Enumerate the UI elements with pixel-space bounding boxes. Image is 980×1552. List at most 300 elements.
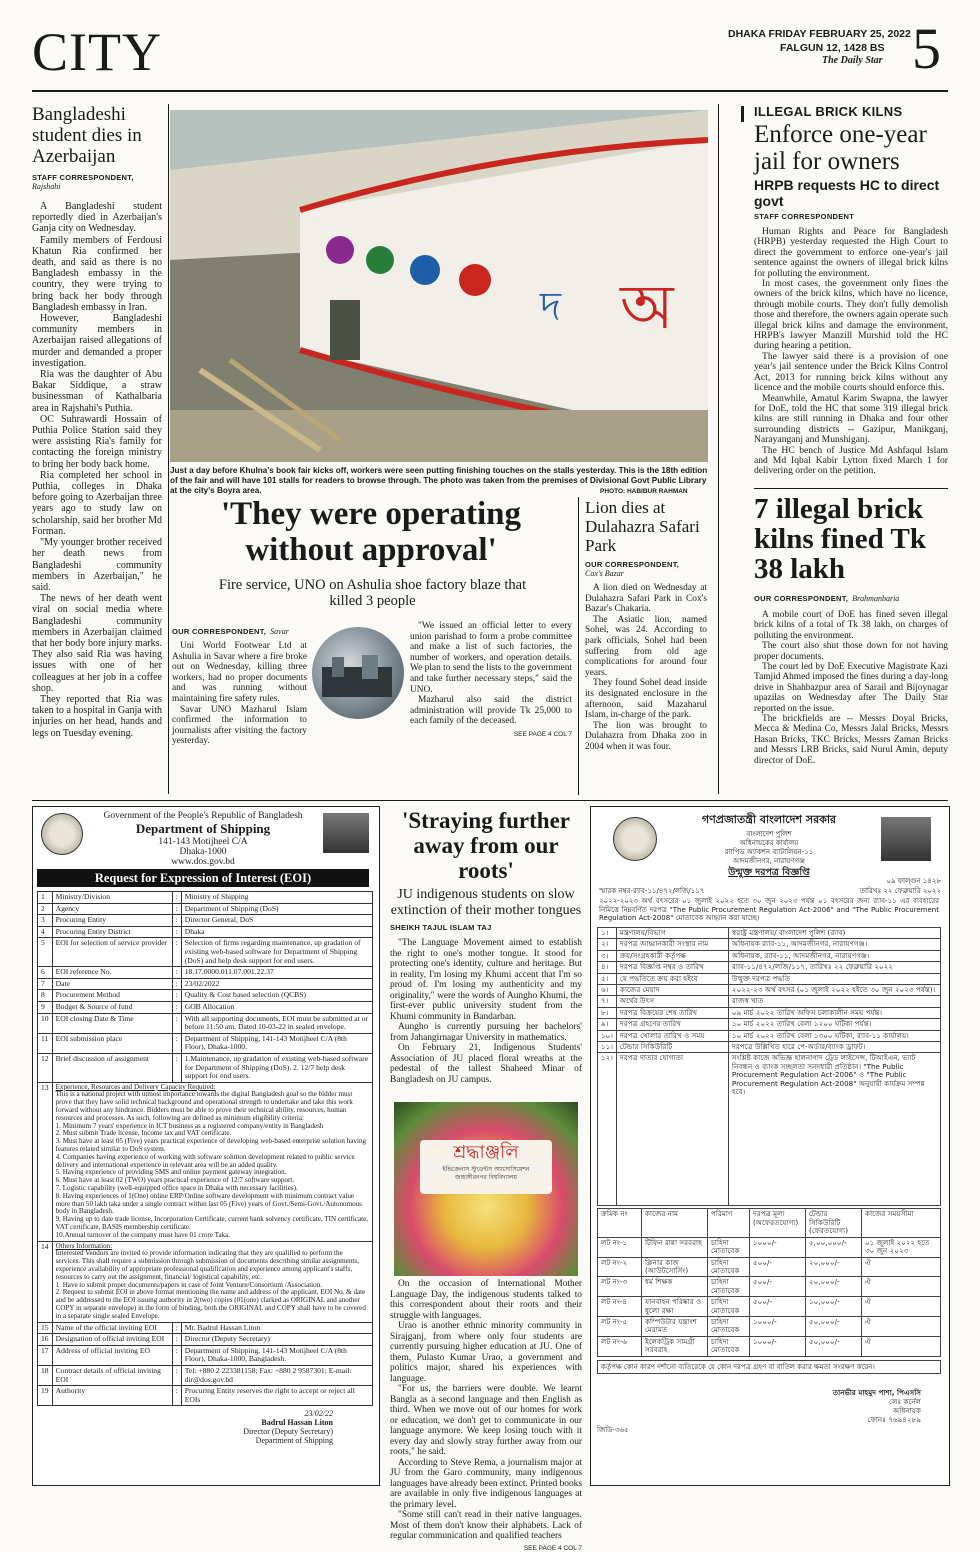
paragraph: Family members of Ferdousi Khatun Ria confirmed her death, and said as there is no Bangladesh embassy in the country, they were trying to bring back her body through Bangladesh embassy in Iran. — [32, 234, 162, 313]
cell: ০১ জুলাই ২০২২ হতে ৩০ জুন ২০২৩ — [862, 1237, 941, 1257]
paragraph: The brickfields are -- Messrs Doyal Bricks, Mecca & Medina Co, Messrs Jalal Bricks, Messrs Hasan Bricks, TKC Bricks, Messrs Zaman Bricks and Messrs LRB Bricks, said Nurul Amin, deputy director of DoE. — [754, 714, 948, 766]
cell: GOB Allocation — [181, 1001, 372, 1013]
cell: মন্ত্রণালয়/বিভাগ — [616, 928, 728, 939]
signature-date: 23/02/22 — [304, 1409, 333, 1419]
lion-headline: Lion dies at Dulahazra Safari Park — [585, 498, 700, 555]
roots-story — [390, 808, 582, 1085]
kiln-byline: OUR CORRESPONDENT, — [754, 594, 849, 603]
cell: দরপত্র বিজ্ঞপ্তি নম্বর ও তারিখ — [616, 962, 728, 973]
eoi-exp-intro: This is a national project with utmost importance towards the digital Bangladesh goal so the bidder must prove that they have solid technical background and operational strength to undertake and take this work forward without any hindrance. Bidders must be able to prove their technical ability, resources, human resources and processes. As such, following are defined as minimum eligibility criteria: — [55, 1090, 353, 1122]
paragraph: The news of her death went viral on social media where Bangladeshi community members in Azerbaijan claimed that her body bore injury marks. They also said Ria was having issues with one of her colleagues at her job in a coffee shop. — [32, 593, 162, 694]
book-fair-photo — [170, 110, 708, 462]
roots-story-cont — [390, 1279, 582, 1552]
cell: Selection of firms regarding maintenance, up gradation of existing web-based software for Department of Shipping (DoS) and help desk support for end users. — [181, 938, 372, 967]
table-row — [598, 1316, 941, 1336]
list-item: 4. Companies having experience of working with software solution development related to public service delivery and international experience in relevant area will be an added quality. — [55, 1152, 355, 1169]
paragraph: Mazharul also said the district administration will provide Tk 25,000 to each family of the deceased. — [410, 695, 572, 727]
cell: ১০০০/- — [750, 1316, 806, 1336]
bangla-date: FALGUN 12, 1428 BS — [780, 42, 885, 54]
cell: Budget & Source of fund — [52, 1001, 172, 1013]
cell: ৩। — [598, 950, 617, 961]
cell: উন্মুক্ত দরপত্র পদ্ধতি — [728, 973, 940, 984]
cell: চাহিদা মোতাবেক — [708, 1257, 750, 1277]
paragraph: The Asiatic lion, named Sohel, was 24. According to park officials, Sohel had been suffering from old age complications for around four years. — [585, 614, 707, 678]
paragraph: Ria was the daughter of Abu Bakar Siddique, a straw businessman of Kathalbaria area in Rajshahi's Puthia. — [32, 369, 162, 414]
cell: ঐ — [862, 1257, 941, 1277]
section-title: CITY — [32, 22, 162, 82]
paragraph: A Bangladeshi student reportedly died in Azerbaijan's Ganja city on Wednesday. — [32, 201, 162, 235]
list-item: 6. Must have at least 02 (TWO) years practical experience of 12/7 software support. — [55, 1176, 295, 1185]
dateline: DHAKA FRIDAY FEBRUARY 25, 2022 — [728, 28, 911, 40]
cell: Contract details of official inviting EOI — [52, 1365, 172, 1385]
column-header: ক্রমিক নং — [598, 1209, 642, 1237]
page-number: 5 — [912, 16, 941, 81]
paragraph: Uni World Footwear Ltd at Ashulia in Savar where a fire broke out on Wednesday, killing three workers, had no proper documents and was running without maintaining fire safety rules. — [172, 641, 307, 704]
cell: দরপত্রে উল্লিখিত হারে পে-অর্ডার/ব্যাংক ড্রাফট। — [728, 1042, 940, 1053]
brick-byline: STAFF CORRESPONDENT — [754, 212, 855, 221]
eoi-address: 141-143 Motijheel C/A — [158, 837, 248, 847]
cell: 19 — [38, 1386, 53, 1406]
cell: 9 — [38, 1001, 53, 1013]
cell: ধর্ম শিক্ষক — [642, 1277, 708, 1297]
roots-subhead: JU indigenous students on slow extinction of their mother tongues — [390, 887, 582, 918]
cell: Agency — [52, 903, 172, 915]
cell: 8 — [38, 990, 53, 1002]
cell: দরপত্র দাতার যোগ্যতা — [616, 1053, 728, 1206]
stall-letter-4: অ — [620, 270, 674, 343]
factory-headline: 'They were operating without approval' — [220, 496, 521, 568]
wreath-sub2: জাহাঙ্গীরনগর বিশ্ববিদ্যালয় — [455, 1174, 517, 1181]
paragraph: The lion was brought to Dulahazra from Dhaka zoo in 2004 when it was four. — [585, 720, 707, 752]
paragraph: Meanwhile, Amatul Karim Swapna, the lawyer for DoE, told the HC that some 319 illegal brick kilns are still running in Dhaka and four other surrounding districts -- Gazipur, Manikganj, Narayanganj and Munshiganj. — [754, 392, 948, 446]
cell: 5 — [38, 938, 53, 967]
brick-story — [754, 104, 948, 477]
cell: ক্লিনার কাজ (আউটসোর্সিং) — [642, 1257, 708, 1277]
paragraph: They reported that Ria was taken to a hospital in Ganja with injuries on her head, hands and legs on Tuesday evening. — [32, 693, 162, 739]
cell: 15 — [38, 1322, 53, 1334]
paragraph: Savar UNO Mazharul Islam confirmed the information to journalists after visiting the factory yesterday. — [172, 704, 307, 747]
cell: ২০,০০০/- — [806, 1277, 862, 1297]
eoi-web: www.dos.gov.bd — [171, 857, 235, 867]
cell: Name of the official inviting EOI — [52, 1322, 172, 1334]
table-row — [598, 939, 941, 950]
cell: দরপত্র আহ্বানকারী সংস্থার নাম — [616, 939, 728, 950]
tender-items-table — [597, 1208, 941, 1356]
paragraph: However, Bangladeshi community members in Azerbaijan raised allegations of murder and demanded a proper investigation. — [32, 313, 162, 369]
cell: স্বরাষ্ট্র মন্ত্রণালয়/ বাংলাদেশ পুলিশ (র‌্যাব) — [728, 928, 940, 939]
cell: Department of Shipping (DoS) — [181, 903, 372, 915]
kiln-fine-story — [754, 494, 948, 766]
cell: 11 — [38, 1033, 53, 1053]
cell: ৫। — [598, 973, 617, 984]
signer-rank: লেঃ কর্নেল — [889, 1397, 921, 1407]
paragraph: Ria completed her school in Puthia, colleges in Dhaka before going to Azerbaijan three years ago to study law on scholarship, said her brother Md Forman. — [32, 469, 162, 537]
cell: ৫,০০,০০০/- — [806, 1237, 862, 1257]
factory-jump: SEE PAGE 4 COL 7 — [513, 730, 572, 738]
cell: 18.17.0000.011.07.001.22.37 — [181, 967, 372, 979]
kiln-fine-headline: 7 illegal brick kilns fined Tk 38 lakh — [754, 493, 926, 585]
column-header: কাজের সময়সীমা — [862, 1209, 941, 1237]
eoi-table — [37, 891, 373, 1406]
table-row: 1 Ministry/Division : Ministry of Shipping — [38, 892, 373, 904]
cell: দরপত্র খোলার তারিখ ও সময় — [616, 1030, 728, 1041]
cell: Quality & Cost based selection (QCBS) — [181, 990, 372, 1002]
cell: ঐ — [862, 1336, 941, 1356]
cell: দরপত্র বিক্রয়ের শেষ তারিখ — [616, 1007, 728, 1018]
paragraph: On the occasion of International Mother Language Day, the indigenous students talked to this correspondent about their roots and their struggle with languages. — [390, 1279, 582, 1321]
cell: অধিনায়ক র‌্যাব-১১, আদমজীনগর, নারায়ণগঞ্জ। — [728, 939, 940, 950]
tender-table — [597, 927, 941, 1206]
signer-phone: ফোনঃ ৭৬৯৪২৮৯ — [867, 1415, 921, 1425]
table-row: 17 Address of official inviting EO : Department of Shipping, 141-143 Motijheel C/A (8th Floor), Dhaka-1000, Bangladesh. — [38, 1345, 373, 1365]
cell: ১। — [598, 928, 617, 939]
portrait-logo — [323, 813, 369, 853]
table-row — [598, 1053, 941, 1206]
tender-intro: ২০২২-২০২৩ অর্থ বৎসরের ০১ জুলাই ২০২২ হতে ৩০ জুন ২০২৩ পর্যন্ত ০১ বৎসরের জন্য র‌্যাব-১১ এর ব্যবহারের নিমিত্তে নিম্নবর্ণিত দরপত্র "The Public Procurement Regulation Act-2006" and "The Public Procurement Regulation Act-2008" মোতাবেক আহ্বান করা যাচ্ছে। — [599, 897, 939, 923]
paragraph: The court also shut those down for not having proper documents. — [754, 641, 948, 662]
cell: অর্থের উৎস — [616, 996, 728, 1007]
cell: টিফিন রান্না সরবরাহ — [642, 1237, 708, 1257]
paper-logo: The Daily Star — [822, 55, 883, 66]
paragraph: According to Steve Rema, a journalism major at JU from the Garo community, many indigenous languages have already been extinct. Printed books are available in only five indigenous languages at the primary level. — [390, 1457, 582, 1510]
tender-ad — [590, 806, 950, 1486]
cell: লট নং-৩ — [598, 1277, 642, 1297]
cell: যানবাহন পরিষ্কার ও ধুলো রক্ষা — [642, 1297, 708, 1317]
wreath-photo — [394, 1102, 578, 1276]
eoi-other-title: Others Information: — [55, 1241, 113, 1250]
column-rule — [168, 104, 169, 794]
cell: দরপত্র গ্রহণের তারিখ — [616, 1019, 728, 1030]
table-row — [598, 985, 941, 996]
ad-code: জিডি-৩৬৫ — [597, 1426, 629, 1435]
list-item: 10.Annual turnover of the company must have 01 crore Taka. — [55, 1230, 231, 1239]
cell: 2 — [38, 903, 53, 915]
table-row — [598, 1237, 941, 1257]
cell: Director General, DoS — [181, 915, 372, 927]
table-row — [598, 1042, 941, 1053]
table-row — [598, 962, 941, 973]
table-row — [598, 1297, 941, 1317]
bd-seal-logo — [41, 813, 83, 855]
cell: ১০ মার্চ ২০২২ তারিখ বেলা ১২০০ ঘটিকা পর্যন্ত। — [728, 1019, 940, 1030]
tender-heading: উন্মুক্ত দরপত্র বিজ্ঞপ্তি — [728, 867, 810, 878]
cell: Address of official inviting EO — [52, 1345, 172, 1365]
paragraph: "We issued an official letter to every union parishad to form a probe committee and make a list of such factories, the number of workers, and operation details. We plan to send the lists to the government and take further necessary steps," said the UNO. — [410, 621, 572, 695]
factory-col-2 — [410, 621, 572, 738]
stall-letter-2: ম — [466, 266, 481, 296]
stall-letter-1: গ — [415, 256, 431, 284]
brick-subhead: HRPB requests HC to direct govt — [754, 177, 940, 209]
column-header: কাজের নাম — [642, 1209, 708, 1237]
table-row: 12 Brief discussion of assignment : 1.Maintenance, up gradation of existing web-based software for Department of Shipping (DoS). 2. 12/7 help desk support for end users. — [38, 1053, 373, 1082]
table-row — [598, 1336, 941, 1356]
cell: EOI for selection of service provider — [52, 938, 172, 967]
cell: Department of Shipping, 141-143 Motijheel C/A (8th Floor), Dhaka-1000. — [181, 1033, 372, 1053]
cell: Ministry/Division — [52, 892, 172, 904]
signer-dept: Department of Shipping — [255, 1436, 333, 1446]
table-row: 11 EOI submission place : Department of Shipping, 141-143 Motijheel C/A (8th Floor), Dhaka-1000. — [38, 1033, 373, 1053]
table-row — [598, 1257, 941, 1277]
tender-table-wrap — [597, 927, 941, 1436]
cell: যে পদ্ধতিতে ক্রয় করা হইবে — [616, 973, 728, 984]
list-item: 8. Having experiences of 1(One) online ERP/Online software development with minimum contract value more than 50 lakh taka under a single contract within last 05 (Five) years of Govt./Semi-Govt./Autonomous body in Bangladesh. — [55, 1191, 362, 1216]
list-item: 9. Having up to date trade license, Incorporation Certificate, current bank solvency certificate, TIN certificate, VAT certificate, BASIS membership certificate. — [55, 1215, 369, 1232]
eoi-dept: Department of Shipping — [135, 821, 271, 836]
table-row — [598, 1007, 941, 1018]
table-row — [598, 950, 941, 961]
signer-name: তানভীর মাহমুদ পাশা, পিএসসি — [832, 1388, 921, 1398]
cell: লট নং-১ — [598, 1237, 642, 1257]
cell: 4 — [38, 926, 53, 938]
cell: ১০০০/- — [750, 1336, 806, 1356]
cell: Procuring Entity District — [52, 926, 172, 938]
eoi-gov-line: Government of the People's Republic of Bangladesh — [103, 811, 303, 821]
left-byline: STAFF CORRESPONDENT, — [32, 173, 134, 182]
tender-line: বাংলাদেশ পুলিশ — [746, 830, 792, 838]
cell: 3 — [38, 915, 53, 927]
tender-line: আদমজীনগর, নারায়ণগঞ্জ — [732, 857, 806, 865]
stall-letter-3: দ — [540, 284, 562, 330]
cell: ২০,০০০/- — [806, 1257, 862, 1277]
cell: ৪। — [598, 962, 617, 973]
cell: ৫০০/- — [750, 1297, 806, 1317]
cell: র‌্যাব-১১/৪৭২/লজি/১১৭, তারিখঃ ২২ ফেব্রুয়ারি ২০২২ — [728, 962, 940, 973]
table-row — [598, 928, 941, 939]
paragraph: "My younger brother received her death news from Bangladeshi community members in Azerbaijan," he said. — [32, 537, 162, 593]
list-item: 1. Have to submit proper documents/papers in case of Joint Venture/Consortium /Association. — [55, 1280, 323, 1289]
list-item: 7. Logistic capability (well-equipped office space in Dhaka with necessary facilities). — [55, 1184, 298, 1193]
kiln-location: Brahmanbaria — [852, 594, 900, 603]
lion-location: Cox's Bazar — [585, 569, 624, 578]
tender-line: অধিনায়কের কার্যালয় — [739, 839, 799, 847]
photo-credit: PHOTO: HABIBUR RAHMAN — [600, 488, 688, 495]
cell: Ministry of Shipping — [181, 892, 372, 904]
lion-byline: OUR CORRESPONDENT, — [585, 560, 680, 569]
fold-rule — [32, 800, 948, 801]
eoi-table-wrap — [37, 891, 373, 1445]
tender-title: গণপ্রজাতন্ত্রী বাংলাদেশ সরকার — [701, 813, 837, 826]
table-row: 10 EOI closing Date & Time : With all supporting documents, EOI must be submitted at or before 11:50 am. Dated 10-03-22 in sealed envelope. — [38, 1013, 373, 1033]
cell: চাহিদা মোতাবেক — [708, 1336, 750, 1356]
cell: Procuring Entity reserves the right to accept or reject all EOIs — [181, 1386, 372, 1406]
left-story — [32, 104, 162, 739]
signer-title: অধিনায়ক — [893, 1406, 921, 1416]
table-row: 15 Name of the official inviting EOI : Mr. Badrul Hassan Liton — [38, 1322, 373, 1334]
paragraph: "For us, the barriers were double. We learnt Bangla as a second language and then English as third. When we move out of our homes for work or education, we don't get to communicate in our language anymore. We keep losing touch with it every day and slowly stray further away from our roots," he said. — [390, 1384, 582, 1457]
column-rule — [578, 497, 579, 795]
factory-photo — [312, 627, 404, 719]
column-header: পরিমাণ — [708, 1209, 750, 1237]
cell: ১২। — [598, 1053, 617, 1206]
cell: ৫০,০০০/- — [806, 1316, 862, 1336]
tender-footer-note: কর্তৃপক্ষ কোন কারণ দর্শানো ব্যতিরেকে যে কোন দরপত্র গ্রহণ বা বাতিল করার ক্ষমতা সংরক্ষণ করেন। — [597, 1360, 941, 1375]
factory-location: Savar — [270, 627, 289, 636]
masthead-rule — [32, 90, 948, 92]
left-headline: Bangladeshi student dies in Azerbaijan — [32, 104, 142, 167]
table-row: 8 Procurement Method : Quality & Cost based selection (QCBS) — [38, 990, 373, 1002]
cell: ৬। — [598, 985, 617, 996]
cell: ক্রয়/সংগ্রহকারী কর্তৃপক্ষ — [616, 950, 728, 961]
column-header: টেন্ডার সিকিউরিটি (ফেরতযোগ্য) — [806, 1209, 862, 1237]
cell: কাজের মেয়াদ — [616, 985, 728, 996]
cell: ৯। — [598, 1019, 617, 1030]
table-row — [598, 1277, 941, 1297]
signer-name: Badrul Hassan Liton — [261, 1418, 333, 1428]
eoi-other-text: Interested Vendors are invited to provide information indicating that they are qualified to perform the services. This shall require a submission through submission of documents describing similar assignments, experience availability of appropriate professional qualification and experience among applicant's staffs, resources to carry out the assignment, financial/ logistical capability, etc. — [55, 1249, 359, 1281]
eoi-signature-block — [37, 1409, 373, 1445]
cell: লট নং-২ — [598, 1257, 642, 1277]
column-header: দরপত্র মূল্য (অফেরতযোগ্য) — [750, 1209, 806, 1237]
cell: Mr. Badrul Hassan Liton — [181, 1322, 372, 1334]
table-row: 2 Agency : Department of Shipping (DoS) — [38, 903, 373, 915]
cell: 18 — [38, 1365, 53, 1385]
cell: ঐ — [862, 1297, 941, 1317]
table-row — [598, 1030, 941, 1041]
cell: ৫০,০০০/- — [806, 1336, 862, 1356]
cell: Authority — [52, 1386, 172, 1406]
left-location: Rajshahi — [32, 182, 61, 191]
paragraph: Urao is another ethnic minority community in Sirajganj, from where only four students are currently pursuing higher education at JU. One of them, Pulasto Kumar Urao, a government and politics major, shared his experiences with language. — [390, 1321, 582, 1384]
cell: চাহিদা মোতাবেক — [708, 1237, 750, 1257]
cell: Tel: +880 2 223381158; Fax: +880 2 9587301; E-mail: dir@dos.gov.bd — [181, 1365, 372, 1385]
left-body — [32, 201, 162, 739]
kicker-bar — [741, 106, 744, 122]
cell: লট নং-৫ — [598, 1316, 642, 1336]
cell: ৫০০/- — [750, 1257, 806, 1277]
list-item: 2. Request to submit EOI in above format mentioning the name and address of the applicant, EOI No. & date and be addressed to the EOI issuing authority in 2(two) copies (01(one) clarked as ORIGINAL and another COPY in separate envelope) in the form of binding, both the ORIGINAL and COPY shall have to be covered in a separate single sealed Envelope. — [55, 1288, 366, 1320]
list-item: 2. Must submit Trade license, Income tax and VAT certificate. — [55, 1129, 232, 1138]
cell: Director (Deputy Secretary) — [181, 1334, 372, 1346]
eoi-ad — [32, 806, 380, 1486]
story-separator — [754, 488, 948, 489]
cell: লট নং-৪ — [598, 1297, 642, 1317]
wreath-sub: ইন্ডিজেনাস স্টুডেন্টস অ্যাসোসিয়েশন — [442, 1166, 530, 1173]
signer-title: Director (Deputy Secretary) — [243, 1427, 333, 1437]
paragraph: In most cases, the government only fines the owners of the brick kilns, which have no licence, through mobile courts. They don't fully demolish those and therefore, the owners again operate such illegal brick kilns and damage the environment, HRPB's lawyer Manzill Murshid told the HC during hearing a petition. — [754, 278, 948, 352]
cell: লট নং-৬ — [598, 1336, 642, 1356]
photo-caption: Just a day before Khulna's book fair kicks off, workers were seen putting finishing touches on the stalls yesterday. This is the 18th edition of the fair and will have 101 stalls for readers to browse through. The photo was taken from the premises of Divisional Govt Public Library at the city's Boyra area. — [170, 466, 708, 495]
cell: চাহিদা মোতাবেক — [708, 1277, 750, 1297]
cell: 6 — [38, 967, 53, 979]
list-item: 1. Minimum 7 years' experience in ICT business as a registered company/entity in Bangladesh — [55, 1121, 324, 1130]
wreath-title: শ্রদ্ধাঞ্জলি — [453, 1142, 519, 1163]
cell: চাহিদা মোতাবেক — [708, 1297, 750, 1317]
roots-headline: 'Straying further away from our roots' — [401, 808, 570, 883]
tender-date1: ০৯ ফাল্গুন ১৪২৮ — [886, 877, 941, 885]
table-row: 14 Others Information: Interested Vendors are invited to provide information indicating that they are qualified to perform the services. This shall require a submission through submission of documents describing similar assignments, experience availability of appropriate professional qualification and experience among applicant's staffs, resources to carry out the assignment, financial/ logistical capability, etc. 1. Have to submit proper documents/papers in case of Joint Venture/Consortium /Association. 2. Request to submit EOI in above format mentioning the name and address of the applicant, EOI No. & date and be addressed to the EOI issuing authority in 2(two) copies (01(one) clarked as ORIGINAL and another COPY in separate envelope) in the form of binding, both the ORIGINAL and COPY shall have to be covered in a separate single sealed Envelope. — [38, 1241, 373, 1322]
table-row: 19 Authority : Procuring Entity reserves the right to accept or reject all EOIs — [38, 1386, 373, 1406]
eoi-city: Dhaka-1000 — [179, 847, 227, 857]
table-row: 7 Date : 23/02/2022 — [38, 978, 373, 990]
cell: সংশ্লিষ্ট কাজে অভিজ্ঞ হালনাগাদ ট্রেড লাইসেন্স, টিআইএন, ভ্যাট নিবন্ধন ও ব্যাংক সচ্ছলতা সনদধারী প্রতিষ্ঠান। "The Public Procurement Regulation Act-2006" ও "The Public Procurement Regulation Act-2008" অনুযায়ী কার্যক্রম সম্পন্ন হবে। — [728, 1053, 940, 1206]
cell: ২। — [598, 939, 617, 950]
cell: Procuring Entity — [52, 915, 172, 927]
cell: ৮। — [598, 1007, 617, 1018]
cell: Procurement Method — [52, 990, 172, 1002]
paragraph: The lawyer said there is a provision of one year's jail sentence under the Brick Kilns Control Act, 2013 for running brick kilns without any licence and the mobile courts should enforce this. — [754, 350, 948, 394]
cell: Dhaka — [181, 926, 372, 938]
paragraph: "The Language Movement aimed to establish the right to one's mother tongue. It stood for protecting one's identity, culture and heritage. But in reality, I'm losing my Khumi accent that I'm so proud of. I'm losing my authenticity and my originality," were the words of Aungho Khumi, the first-ever public university student from the Khumi community in Bandarban. — [390, 938, 582, 1022]
table-row: 5 EOI for selection of service provider : Selection of firms regarding maintenance, up gradation of existing web-based software for Department of Shipping (DoS) and help desk support for end users. — [38, 938, 373, 967]
police-seal-logo — [613, 817, 657, 861]
cell: ১০,০০০/- — [806, 1297, 862, 1317]
list-item: 3. Must have at least 05 (Five) years practical experience of developing web-based enterprise solution having features related similar to DoS system. — [55, 1137, 367, 1154]
roots-jump: SEE PAGE 4 COL 7 — [523, 1544, 582, 1552]
cell: Department of Shipping, 141-143 Motijheel C/A (8th Floor), Dhaka-1000, Bangladesh. — [181, 1345, 372, 1365]
cell: ঐ — [862, 1277, 941, 1297]
cell: 1.Maintenance, up gradation of existing web-based software for Department of Shipping (DoS). 2. 12/7 help desk support for end users. — [181, 1053, 372, 1082]
table-row: 6 EOI reference No. : 18.17.0000.011.07.001.22.37 — [38, 967, 373, 979]
list-item: 5. Having experience of providing SMS and online payment gateway integration. — [55, 1168, 287, 1177]
paragraph: "Some still can't read in their native languages. Most of them don't know their alphabets. Lack of regular communication and qualified teachers — [390, 1510, 582, 1541]
paragraph: The HC bench of Justice Md Ashfaqul Islam and Md Iqbal Kabir Lytton fixed March 1 for delivering order on the petition. — [754, 444, 948, 477]
cell: চাহিদা মোতাবেক — [708, 1316, 750, 1336]
tender-memo: স্মারক নম্বর-র‌্যাব-১১/৪৭২/লজি/১১৭ — [599, 887, 705, 895]
cell: 16 — [38, 1334, 53, 1346]
table-header-row — [598, 1209, 941, 1237]
cell: ৫০০/- — [750, 1277, 806, 1297]
cell: 1 — [38, 892, 53, 904]
cell: 23/02/2022 — [181, 978, 372, 990]
cell: ৭। — [598, 996, 617, 1007]
cell: ০৯ মার্চ ২০২২ তারিখ অফিস চলাকালীন সময় পর্যন্ত। — [728, 1007, 940, 1018]
cell: EOI submission place — [52, 1033, 172, 1053]
cell: Brief discussion of assignment — [52, 1053, 172, 1082]
wreath-banner — [420, 1140, 552, 1194]
table-row: 18 Contract details of official inviting EOI : Tel: +880 2 223381158; Fax: +880 2 9587301; E-mail: dir@dos.gov.bd — [38, 1365, 373, 1385]
factory-col-1 — [172, 621, 307, 747]
table-row: 13 Experience, Resources and Delivery Capacity Required: This is a national project with utmost importance towards the digital Bangladesh goal so the bidder must prove that they have solid technical background and operational strength to undertake and take this work forward without any hindrance. Bidders must be able to prove their technical ability, resources, human resources and processes. As such, following are defined as minimum eligibility criteria: 1. Minimum 7 years' experience in ICT business as a registered company/entity in Bangladesh 2. Must submit Trade license, Income tax and VAT certificate. 3. Must have at least 05 (Five) years practical experience of developing web-based enterprise solution having features related similar to DoS system. 4. Companies having experience of working with software solution development related to public service delivery and international experience in relevant area will be an added quality. 5. Having experience of providing SMS and online payment gateway integration. 6. Must have at least 02 (TWO) years practical experience of 12/7 software support. 7. Logistic capability (well-equipped office space in Dhaka with necessary facilities). 8. Having experiences of 1(One) online ERP/Online software development with minimum contract value more than 50 lakh taka under a single contract within last 05 (Five) years of Govt./Semi-Govt./Autonomous body in Bangladesh. 9. Having up to date trade license, Incorporation Certificate, current bank solvency certificate, TIN certificate, VAT certificate, BASIS membership certificate. 10.Annual turnover of the company must have 01 crore Taka. — [38, 1082, 373, 1241]
brick-headline: Enforce one-year jail for owners — [754, 121, 927, 175]
paragraph: A lion died on Wednesday at Dulahazra Safari Park in Cox's Bazar's Chakaria. — [585, 583, 707, 615]
cell: EOI closing Date & Time — [52, 1013, 172, 1033]
paragraph: They found Sohel dead inside its designated enclosure in the afternoon, said Mazaharul Islam, in-charge of the park. — [585, 678, 707, 721]
table-row — [598, 973, 941, 984]
paragraph: On February 21, Indigenous Students' Association of JU placed floral wreaths at the pedestal of the tallest Shaheed Minar of Bangladesh on JU campus. — [390, 1043, 582, 1085]
cell: 10 — [38, 1013, 53, 1033]
cell: রাজস্ব খাত — [728, 996, 940, 1007]
table-row: 4 Procuring Entity District : Dhaka — [38, 926, 373, 938]
roots-byline: SHEIKH TAJUL ISLAM TAJ — [390, 923, 492, 932]
cell: 12 — [38, 1053, 53, 1082]
table-row: 9 Budget & Source of fund : GOB Allocation — [38, 1001, 373, 1013]
cell: ১১। — [598, 1042, 617, 1053]
tender-date2: তারিখঃ ২২ ফেব্রুয়ারি ২০২২ — [859, 887, 941, 895]
cell: ১০ মার্চ ২০২২ তারিখ বেলা ১৩০০ ঘটিকা, র‌্যাব-১১ কার্যালয়। — [728, 1030, 940, 1041]
cell: Date — [52, 978, 172, 990]
cell: Designation of official inviting EOI — [52, 1334, 172, 1346]
cell: With all supporting documents, EOI must be submitted at or before 11:50 am. Dated 10-03-22 in sealed envelope. — [181, 1013, 372, 1033]
paragraph: Human Rights and Peace for Bangladesh (HRPB) yesterday requested the High Court to direct the government to enforce one-year's jail sentence against the owners of illegal brick kilns for polluting the environment. — [754, 226, 948, 279]
column-rule — [718, 104, 719, 794]
paragraph: Aungho is currently pursuing her bachelors' from Jahangirnagar University in mathematics. — [390, 1022, 582, 1043]
cell: ইলেকট্রিক সামগ্রী সরবরাহ — [642, 1336, 708, 1356]
factory-byline: OUR CORRESPONDENT, — [172, 627, 267, 636]
paragraph: The court led by DoE Executive Magistrate Kazi Tamjid Ahmed imposed the fines during a day-long drive in Shahbazpur area of Sarail and Bijoynagar upazilas on Wednesday after The Daily Star reported on the issue. — [754, 662, 948, 714]
paragraph: A mobile court of DoE has fined seven illegal brick kilns of a total of Tk 38 lakh, on charges of polluting the environment. — [754, 610, 948, 641]
cell: ঐ — [862, 1316, 941, 1336]
cell: ১০০০/- — [750, 1237, 806, 1257]
cell: 17 — [38, 1345, 53, 1365]
cell: ২০২২-২৩ অর্থ বৎসর (০১ জুলাই ২০২২ হইতে ৩০ জুন ২০২৩ পর্যন্ত)। — [728, 985, 940, 996]
cell: কম্পিউটার যন্ত্রাংশ মেরামত — [642, 1316, 708, 1336]
table-row: 3 Procuring Entity : Director General, DoS — [38, 915, 373, 927]
paragraph: OC Suhrawardi Hossain of Puthia Police Station said they were assisting Ria's family for contacting the foreign ministry to bring her body back home. — [32, 413, 162, 470]
eoi-exp-title: Experience, Resources and Delivery Capacity Required: — [55, 1082, 216, 1091]
table-row — [598, 996, 941, 1007]
burned-factory-image — [312, 627, 404, 719]
lion-story — [585, 498, 707, 753]
